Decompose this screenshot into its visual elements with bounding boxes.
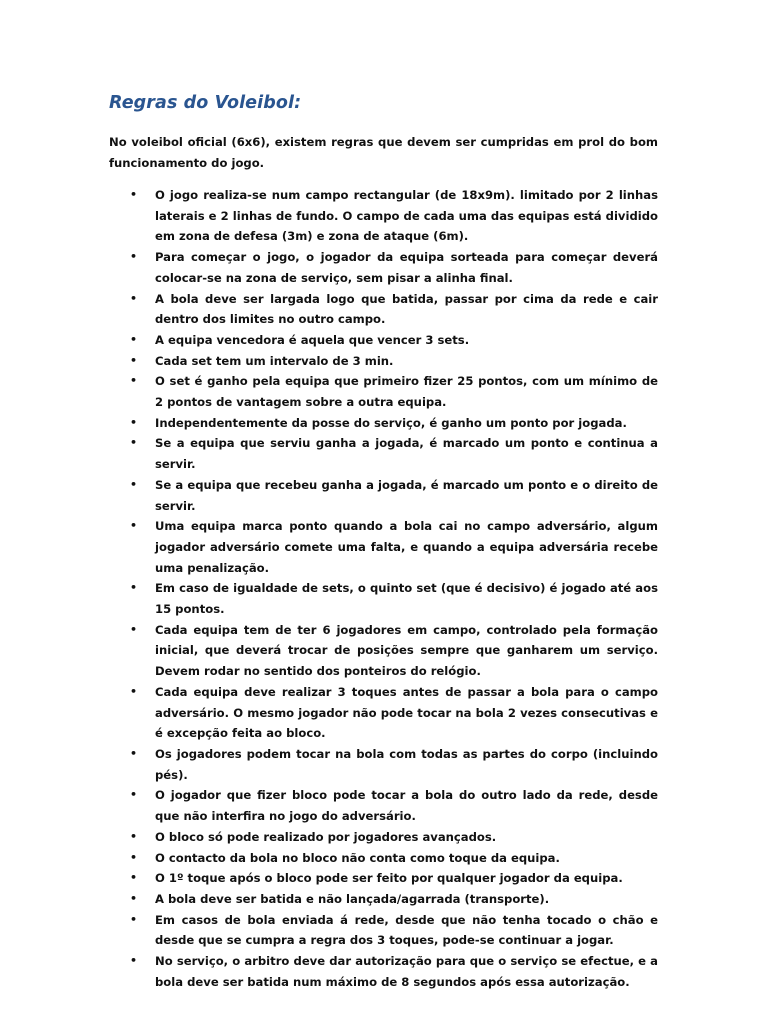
bullet-icon: • (130, 519, 138, 533)
rule-list-item (0, 289, 658, 330)
rule-text: O bloco só pode realizado por jogadores avançados. (155, 829, 497, 844)
bullet-icon: • (130, 746, 138, 760)
rule-list-item (0, 247, 658, 288)
rule-text: A bola deve ser batida e não lançada/agarrada (transporte). (155, 891, 550, 906)
rule-list-item (0, 578, 658, 619)
rule-text: Cada equipa tem de ter 6 jogadores em campo, controlado pela formação inicial, que deverá trocar de posições sempre que ganharem um serviço. Devem rodar no sentido dos ponteiros do relógio. (155, 622, 658, 679)
rule-list-item (0, 744, 658, 785)
rule-list-item (0, 868, 658, 889)
rule-list-item (0, 827, 658, 848)
bullet-icon: • (130, 912, 138, 926)
rule-text: No serviço, o arbitro deve dar autorização para que o serviço se efectue, e a bola deve ser batida num máximo de 8 segundos após essa autorização. (155, 954, 658, 989)
rule-list-item (0, 910, 658, 951)
bullet-icon: • (130, 291, 138, 305)
bullet-icon: • (130, 332, 138, 346)
bullet-icon: • (130, 871, 138, 885)
bullet-icon: • (130, 622, 138, 636)
rule-list-item (0, 785, 658, 826)
rule-list-item (0, 351, 658, 372)
rule-text: Cada equipa deve realizar 3 toques antes de passar a bola para o campo adversário. O mesmo jogador não pode tocar na bola 2 vezes consecutivas e é excepção feita ao bloco. (155, 684, 658, 741)
bullet-icon: • (130, 250, 138, 264)
rules-list (0, 185, 768, 992)
bullet-icon: • (130, 581, 138, 595)
rule-list-item (0, 433, 658, 474)
intro-paragraph: No voleibol oficial (6x6), existem regras que devem ser cumpridas em prol do bom funcionamento do jogo. (109, 135, 658, 170)
bullet-icon: • (130, 415, 138, 429)
rule-text: Cada set tem um intervalo de 3 min. (155, 353, 394, 368)
rule-text: O 1º toque após o bloco pode ser feito por qualquer jogador da equipa. (155, 871, 623, 886)
rule-text: Se a equipa que recebeu ganha a jogada, é marcado um ponto e o direito de servir. (155, 477, 658, 513)
bullet-icon: • (130, 788, 138, 802)
bullet-icon: • (130, 891, 138, 905)
rule-list-item (0, 475, 658, 516)
bullet-icon: • (130, 188, 138, 201)
rule-list-item (0, 516, 658, 578)
rule-text: Uma equipa marca ponto quando a bola cai no campo adversário, algum jogador adversário comete uma falta, e quando a equipa adversária recebe uma penalização. (155, 519, 658, 575)
rule-list-item (0, 330, 658, 351)
bullet-icon: • (130, 477, 138, 491)
rule-text: O set é ganho pela equipa que primeiro fizer 25 pontos, com um mínimo de 2 pontos de vantagem sobre a outra equipa. (155, 374, 658, 410)
rule-list-item (0, 848, 658, 869)
rule-text: A equipa vencedora é aquela que vencer 3 sets. (155, 332, 470, 347)
page-title: Regras do Voleibol: (109, 93, 302, 113)
bullet-icon: • (130, 436, 138, 450)
bullet-icon: • (130, 374, 138, 388)
rule-list-item (0, 185, 658, 247)
rule-list-item (0, 620, 658, 682)
rule-text: A bola deve ser largada logo que batida, passar por cima da rede e cair dentro dos limites no outro campo. (155, 291, 658, 327)
bullet-icon: • (130, 850, 138, 864)
rule-list-item (0, 682, 658, 744)
rule-list-item (0, 951, 658, 992)
rule-text: O jogador que fizer bloco pode tocar a bola do outro lado da rede, desde que não interfira no jogo do adversário. (155, 788, 658, 824)
bullet-icon: • (130, 829, 138, 843)
bullet-icon: • (130, 353, 138, 367)
rule-text: Independentemente da posse do serviço, é ganho um ponto por jogada. (155, 415, 627, 430)
rule-text: Em casos de bola enviada á rede, desde que não tenha tocado o chão e desde que se cumpra a regra dos 3 toques, pode-se continuar a jogar. (155, 912, 658, 948)
rule-text: Os jogadores podem tocar na bola com todas as partes do corpo (incluindo pés). (155, 746, 658, 782)
bullet-icon: • (130, 954, 138, 968)
bullet-icon: • (130, 684, 138, 698)
rule-text: Em caso de igualdade de sets, o quinto set (que é decisivo) é jogado até aos 15 pontos. (155, 581, 658, 617)
rule-text: O jogo realiza-se num campo rectangular (de 18x9m). limitado por 2 linhas laterais e 2 linhas de fundo. O campo de cada uma das equipas está dividido em zona de defesa (3m) e zona de ataque (6m). (155, 188, 658, 244)
rule-list-item (0, 371, 658, 412)
rule-text: Para começar o jogo, o jogador da equipa sorteada para começar deverá colocar-se na zona de serviço, sem pisar a alinha final. (155, 250, 658, 285)
rule-list-item (0, 889, 658, 910)
rule-text: O contacto da bola no bloco não conta como toque da equipa. (155, 850, 560, 865)
rule-list-item (0, 413, 658, 434)
rule-text: Se a equipa que serviu ganha a jogada, é marcado um ponto e continua a servir. (155, 436, 658, 472)
